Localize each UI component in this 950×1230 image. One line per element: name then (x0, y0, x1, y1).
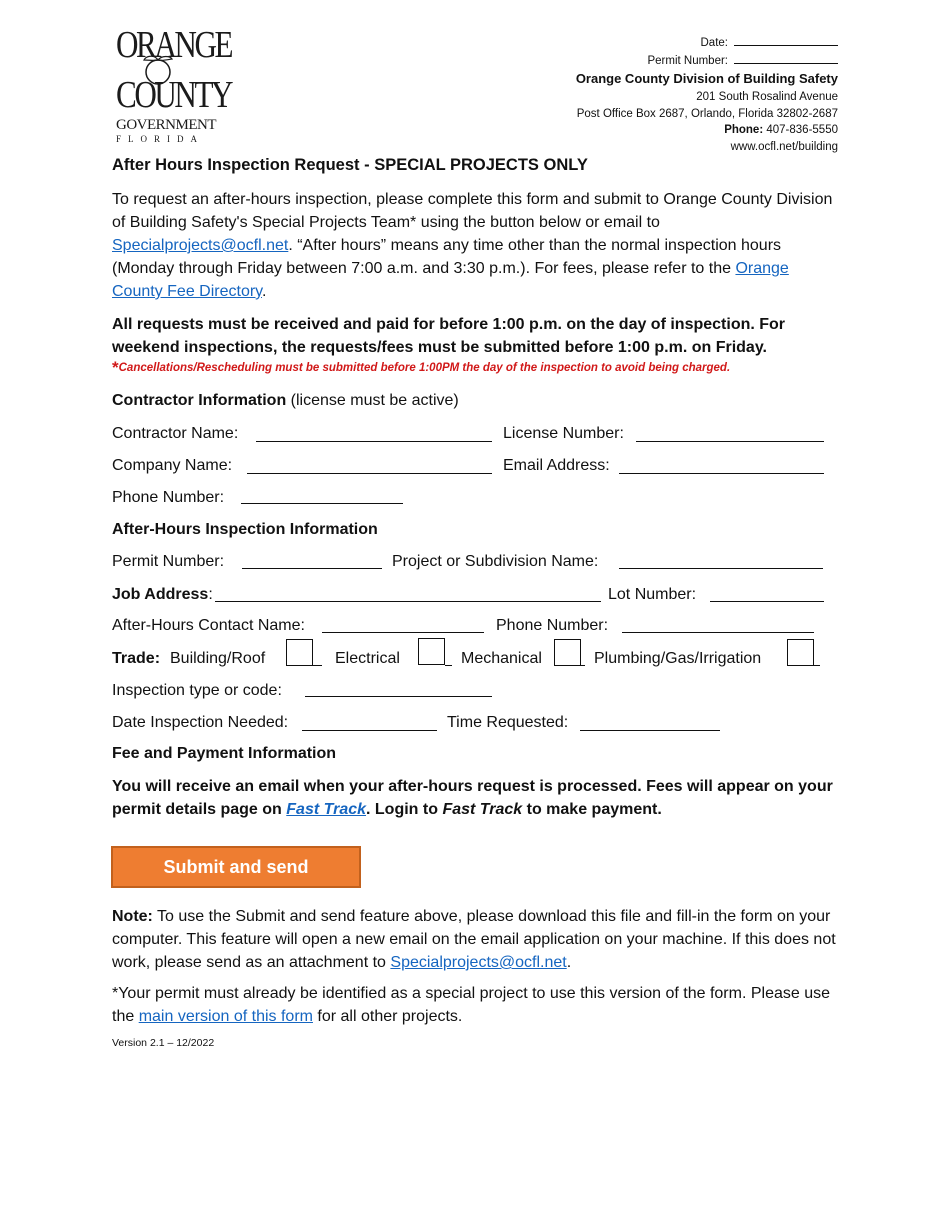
job-address-label-row (112, 585, 213, 605)
note-email-link[interactable]: Specialprojects@ocfl.net (390, 954, 567, 971)
fast-track-link[interactable]: Fast Track (286, 801, 367, 818)
deadline-notice: All requests must be received and paid for before 1:00 p.m. on the day of inspection. For weekend inspections, the requests/fees must be submitted before 1:00 p.m. on Friday. (112, 316, 786, 356)
note-paragraph (112, 905, 842, 974)
phone-row (576, 122, 838, 139)
header-block (576, 34, 838, 155)
date-needed-field[interactable] (302, 730, 437, 731)
intro-text-1: To request an after-hours inspection, please complete this form and submit to Orange County Division of Building Safety's Special Projects Team* using the button below or email to (112, 191, 833, 231)
permit-row (576, 52, 838, 70)
main-form-link[interactable]: main version of this form (138, 1008, 313, 1025)
time-requested-label: Time Requested: (447, 714, 569, 731)
note2-text-1: *Your permit must already be identified as a special project to use this version of the form. Please use the (112, 985, 831, 1025)
note-end: . (566, 954, 572, 971)
contact-phone-field[interactable] (622, 632, 814, 633)
job-address-field[interactable] (215, 601, 601, 602)
phone-label: Phone: (724, 124, 764, 136)
fee-heading: Fee and Payment Information (112, 745, 337, 762)
contractor-heading (112, 392, 459, 410)
org-name: Orange County Division of Building Safety (575, 71, 838, 86)
submit-and-send-button[interactable]: Submit and send (111, 846, 361, 888)
version-label: Version 2.1 – 12/2022 (112, 1037, 215, 1049)
fee-directory-link[interactable]: Orange County Fee Directory (112, 260, 789, 300)
fee-paragraph (112, 775, 852, 821)
note-label: Note: (112, 908, 153, 925)
trade-label-text: Trade: (112, 650, 161, 667)
trade-electrical-label: Electrical (335, 650, 400, 667)
logo-line-3: GOVERNMENT (116, 117, 216, 133)
orange-county-logo (112, 24, 232, 146)
inspection-permit-field[interactable] (242, 568, 382, 569)
trade-plumbing-checkbox[interactable] (787, 639, 814, 666)
intro-text-2: . “After hours” means any time other than the normal inspection hours (Monday through Friday between 7:00 a.m. and 3:30 p.m.). For fees, please refer to the (112, 237, 782, 277)
date-field[interactable] (734, 34, 838, 46)
logo-line-4: FLORIDA (116, 134, 205, 144)
phone-value: 407-836-5550 (766, 124, 838, 136)
permit-label: Permit Number: (647, 54, 728, 67)
fee-text-3: to make payment. (522, 801, 662, 818)
trade-building-underline (313, 665, 322, 666)
inspection-type-field[interactable] (305, 696, 492, 697)
job-address-label: Job Address (112, 586, 209, 603)
logo-line-2: COUNTY (116, 74, 232, 116)
cancellation-warning (112, 358, 730, 378)
intro-text-3: . (261, 283, 267, 300)
job-address-colon: : (208, 586, 213, 603)
trade-electrical-underline (445, 665, 452, 666)
trade-plumbing-label: Plumbing/Gas/Irrigation (594, 650, 762, 667)
trade-label (112, 649, 160, 669)
note2-text-2: for all other projects. (312, 1008, 463, 1025)
trade-building-checkbox[interactable] (286, 639, 313, 666)
note-text: To use the Submit and send feature above, please download this file and fill-in the form on your computer. This feature will open a new email on the email application on your machine. If this does not work, please send as an attachment to (112, 908, 836, 971)
date-label: Date: (700, 37, 728, 49)
contact-name-field[interactable] (322, 632, 484, 633)
contractor-name-label: Contractor Name: (112, 425, 239, 442)
license-number-label: License Number: (503, 425, 624, 442)
contact-phone-label: Phone Number: (496, 617, 609, 634)
company-name-field[interactable] (247, 473, 492, 474)
trade-mechanical-underline (581, 665, 585, 666)
logo-line-1: ORANGE (116, 24, 232, 66)
company-name-label: Company Name: (112, 457, 233, 474)
inspection-permit-label: Permit Number: (112, 553, 225, 570)
cancellation-star: * (112, 358, 119, 377)
lot-number-label: Lot Number: (608, 586, 697, 603)
time-requested-field[interactable] (580, 730, 720, 731)
email-address-label: Email Address: (503, 457, 610, 474)
inspection-type-label: Inspection type or code: (112, 682, 282, 699)
license-number-field[interactable] (636, 441, 824, 442)
intro-paragraph (112, 188, 842, 303)
contractor-heading-note: (license must be active) (286, 392, 459, 409)
fee-text-1: You will receive an email when your after-hours request is processed. Fees will appear on your permit details page on (112, 778, 833, 818)
page-title: After Hours Inspection Request - SPECIAL PROJECTS ONLY (112, 156, 588, 174)
trade-mechanical-label: Mechanical (461, 650, 542, 667)
contractor-name-field[interactable] (256, 441, 492, 442)
contractor-phone-label: Phone Number: (112, 489, 225, 506)
address-line-2: Post Office Box 2687, Orlando, Florida 32802-2687 (576, 107, 838, 120)
trade-building-label: Building/Roof (170, 650, 266, 667)
project-name-field[interactable] (619, 568, 823, 569)
contact-name-label: After-Hours Contact Name: (112, 617, 305, 634)
contractor-phone-field[interactable] (241, 503, 403, 504)
lot-number-field[interactable] (710, 601, 824, 602)
trade-electrical-checkbox[interactable] (418, 638, 445, 665)
website: www.ocfl.net/building (730, 140, 838, 153)
date-row (576, 34, 838, 52)
trade-mechanical-checkbox[interactable] (554, 639, 581, 666)
fast-track-text: Fast Track (442, 801, 523, 818)
email-address-field[interactable] (619, 473, 824, 474)
contractor-heading-text: Contractor Information (112, 392, 287, 409)
header-permit-field[interactable] (734, 52, 838, 64)
special-project-note (112, 982, 852, 1028)
trade-plumbing-underline (814, 665, 820, 666)
special-projects-email-link[interactable]: Specialprojects@ocfl.net (112, 237, 289, 254)
address-line-1: 201 South Rosalind Avenue (696, 91, 838, 103)
inspection-heading: After-Hours Inspection Information (112, 521, 378, 538)
cancellation-text: Cancellations/Rescheduling must be submitted before 1:00PM the day of the inspection to avoid being charged. (118, 362, 731, 374)
date-needed-label: Date Inspection Needed: (112, 714, 289, 731)
fee-text-2: . Login to (366, 801, 443, 818)
project-name-label: Project or Subdivision Name: (392, 553, 599, 570)
